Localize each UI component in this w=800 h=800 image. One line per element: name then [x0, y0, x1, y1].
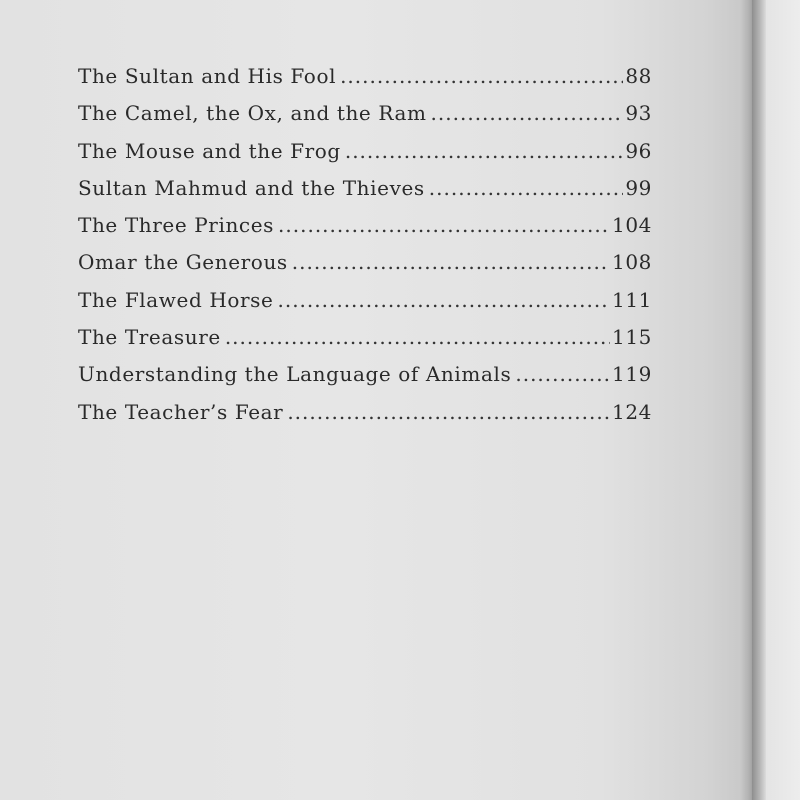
toc-dot-leader [225, 325, 610, 349]
toc-entry-title: The Camel, the Ox, and the Ram [78, 101, 427, 126]
toc-entry-title: The Three Princes [78, 213, 275, 238]
toc-dot-leader [429, 176, 624, 200]
toc-entry-title: The Teacher’s Fear [78, 399, 284, 424]
toc-entry-title: The Treasure [78, 325, 221, 350]
table-of-contents [78, 64, 652, 437]
toc-entry [78, 139, 652, 176]
toc-entry [78, 101, 652, 138]
toc-entry-page: 108 [612, 250, 652, 275]
toc-entry-page: 124 [612, 399, 652, 424]
toc-entry-page: 104 [612, 213, 652, 238]
toc-dot-leader [431, 101, 624, 125]
toc-dot-leader [287, 400, 610, 424]
background-surface [766, 0, 800, 800]
toc-dot-leader [292, 250, 610, 274]
toc-entry [78, 325, 652, 362]
toc-entry-title: Understanding the Language of Animals [78, 362, 512, 387]
toc-dot-leader [515, 362, 610, 386]
toc-entry [78, 176, 652, 213]
toc-entry [78, 288, 652, 325]
page-edge-shadow [752, 0, 766, 800]
toc-dot-leader [345, 139, 624, 163]
toc-entry [78, 64, 652, 101]
toc-entry-page: 96 [625, 138, 652, 163]
toc-entry [78, 250, 652, 287]
toc-entry [78, 400, 652, 437]
toc-entry-title: The Mouse and the Frog [78, 138, 341, 163]
toc-entry-page: 111 [612, 287, 652, 312]
toc-entry-title: The Sultan and His Fool [78, 64, 337, 88]
toc-entry-page: 99 [625, 175, 652, 200]
toc-entry-page: 88 [625, 64, 652, 88]
toc-entry-page: 115 [612, 325, 652, 350]
toc-dot-leader [277, 288, 610, 312]
toc-dot-leader [278, 213, 610, 237]
toc-entry-page: 119 [612, 362, 652, 387]
toc-entry-title: The Flawed Horse [78, 287, 274, 312]
toc-dot-leader [340, 64, 623, 88]
toc-entry-title: Sultan Mahmud and the Thieves [78, 175, 425, 200]
toc-entry-page: 93 [625, 101, 652, 126]
toc-entry [78, 213, 652, 250]
toc-entry [78, 362, 652, 399]
toc-entry-title: Omar the Generous [78, 250, 288, 275]
